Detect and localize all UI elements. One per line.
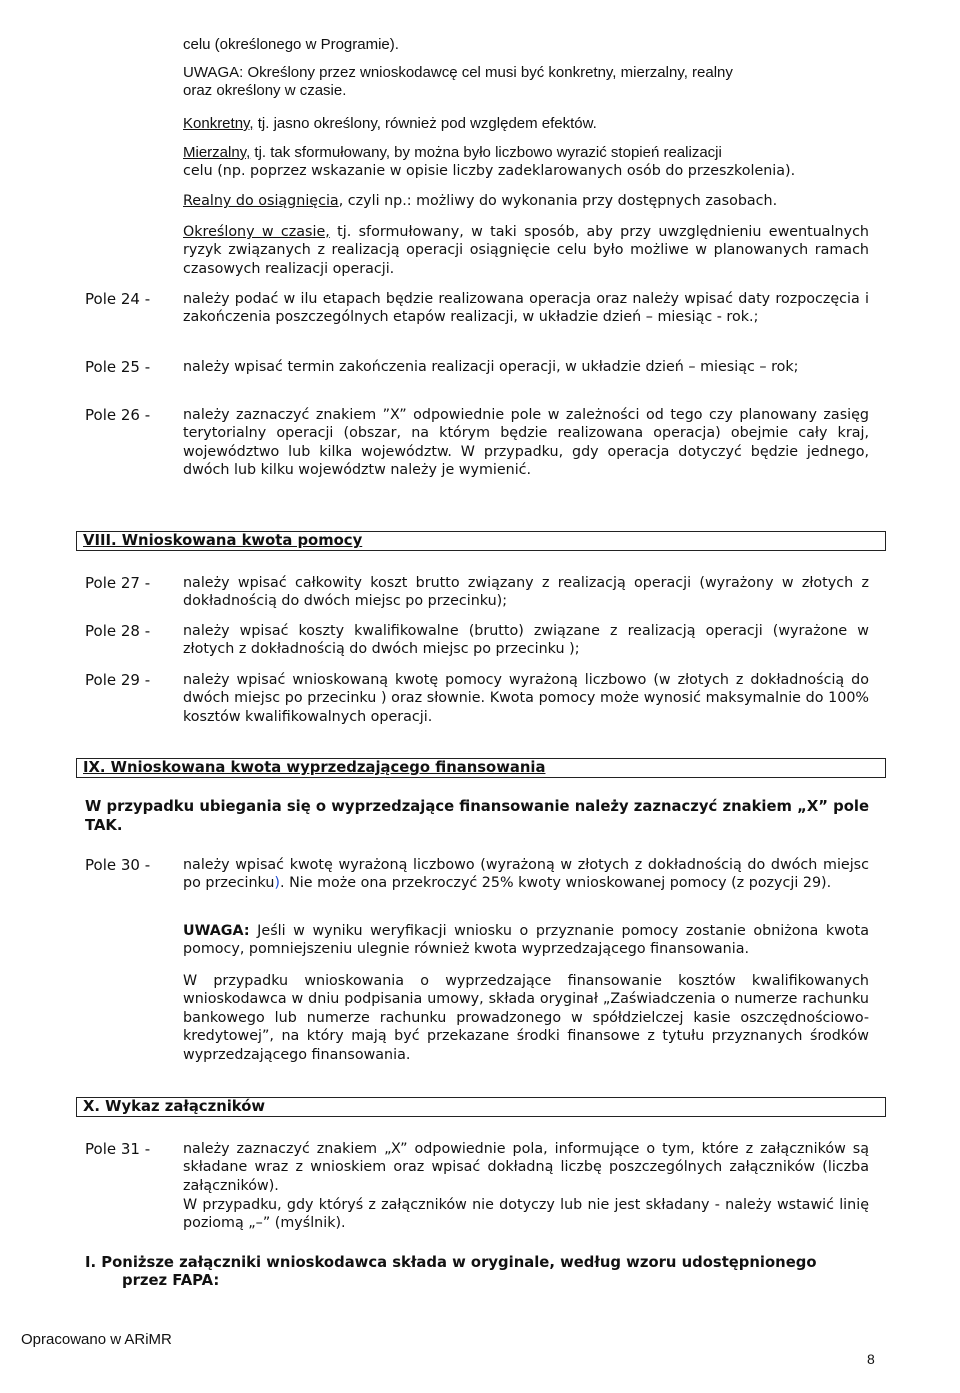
okreslony-label: Określony w czasie,: [183, 224, 330, 240]
pole-30-uwaga: [183, 922, 869, 959]
okreslony-paragraph: [183, 223, 869, 278]
konkretny-line: [183, 115, 597, 134]
mierzalny-label: Mierzalny,: [183, 144, 251, 161]
konkretny-desc: tj. jasno określony, również pod względem efektów.: [253, 115, 597, 132]
uwaga-line-1: UWAGA: Określony przez wnioskodawcę cel musi być konkretny, mierzalny, realny: [183, 64, 733, 81]
section-viii-title: VIII. Wnioskowana kwota pomocy: [83, 532, 363, 549]
pole-27-text: należy wpisać całkowity koszt brutto związany z realizacją operacji (wyrażony w złotych z dokładnością do dwóch miejsc po przecinku);: [183, 575, 869, 610]
section-x-header: [76, 1097, 886, 1117]
attachments-intro-line-1: I. Poniższe załączniki wnioskodawca składa w oryginale, według wzoru udostępnionego: [85, 1254, 817, 1271]
pole-30-blue-paren: ): [274, 875, 280, 892]
pole-30-label: Pole 30 -: [85, 856, 151, 874]
pole-25-label: Pole 25 -: [85, 358, 151, 376]
footer-credit: Opracowano w ARiMR: [21, 1331, 172, 1348]
okreslony-desc: tj. sformułowany, w taki sposób, aby przy uwzględnieniu ewentualnych ryzyk związanych z realizacją operacji osiągnięcie celu było możliwe w planowanych ramach czasowych realizacji operacji.: [183, 224, 869, 277]
pole-31-text-2: W przypadku, gdy któryś z załączników nie dotyczy lub nie jest składany - należy wstawić linię poziomą „–” (myślnik).: [183, 1197, 869, 1232]
pole-30-uwaga-label: UWAGA:: [183, 923, 250, 939]
intro-line: celu (określonego w Programie).: [183, 36, 399, 53]
section-ix-title: IX. Wnioskowana kwota wyprzedzającego finansowania: [83, 759, 546, 776]
pole-24-label: Pole 24 -: [85, 290, 151, 308]
pole-31-text: należy zaznaczyć znakiem „X” odpowiednie pola, informujące o tym, które z załączników są składane wraz z wnioskiem oraz wpisać dokładną liczbę poszczególnych załączników (liczba załączników).: [183, 1141, 869, 1194]
pole-24-text: należy podać w ilu etapach będzie realizowana operacja oraz należy wpisać daty rozpoczęcia i zakończenia poszczególnych etapów realizacji, w układzie dzień – miesiąc - rok.;: [183, 291, 869, 326]
pole-28-label: Pole 28 -: [85, 622, 151, 640]
pole-25-text: należy wpisać termin zakończenia realizacji operacji, w układzie dzień – miesiąc – rok;: [183, 359, 799, 375]
pole-30-text: [183, 856, 869, 893]
section-viii-header: [76, 531, 886, 551]
pole-26-text: należy zaznaczyć znakiem ”X” odpowiednie pole w zależności od tego czy planowany zasięg terytorialny operacji (obszar, na którym będzie realizowana operacja) obejmie cały kraj, województwo lub kilka województw. W przypadku, gdy operacja dotyczyć będzie jednego, dwóch lub kilku województw należy je wymienić.: [183, 407, 869, 479]
pole-29-text: należy wpisać wnioskowaną kwotę pomocy wyrażoną liczbowo (w złotych z dokładnością do dwóch miejsc po przecinku ) oraz słownie. Kwota pomocy może wynosić maksymalnie do 100% kosztów kwalifikowalnych operacji.: [183, 672, 869, 725]
uwaga-line-2: oraz określony w czasie.: [183, 82, 347, 99]
pole-30-paragraph-3: W przypadku wnioskowania o wyprzedzające finansowanie kosztów kwalifikowanych wnioskodawca w dniu podpisania umowy, składa oryginał „Zaświadczenia o numerze rachunku bankowego lub numerze rachunku prowadzonego w spółdzielczej kasie oszczędnościowo-kredytowej”, na który mają być przekazane środki finansowe z tytułu przyznanych środków wyprzedzającego finansowania.: [183, 973, 869, 1063]
mierzalny-desc: tj. tak sformułowany, by można było liczbowo wyrazić stopień realizacji: [250, 144, 722, 161]
pole-26-label: Pole 26 -: [85, 406, 151, 424]
realny-line: [183, 192, 777, 210]
pole-28-text: należy wpisać koszty kwalifikowalne (brutto) związane z realizacją operacji (wyrażone w złotych z dokładnością do dwóch miejsc po przecinku );: [183, 623, 869, 658]
pole-30-text-b: . Nie może ona przekroczyć 25% kwoty wnioskowanej pomocy (z pozycji 29).: [280, 875, 832, 892]
pole-27-label: Pole 27 -: [85, 574, 151, 592]
realny-label: Realny do osiągnięcia: [183, 193, 339, 209]
section-x-title: X. Wykaz załączników: [83, 1098, 266, 1115]
mierzalny-line-2: celu (np. poprzez wskazanie w opisie liczby zadeklarowanych osób do przeszkolenia).: [183, 163, 796, 179]
section-ix-header: [76, 758, 886, 778]
mierzalny-line-1: [183, 144, 722, 163]
pole-29-label: Pole 29 -: [85, 671, 151, 689]
attachments-intro-line-2: przez FAPA:: [122, 1272, 220, 1289]
pole-30-uwaga-text: Jeśli w wyniku weryfikacji wniosku o przyznanie pomocy zostanie obniżona kwota pomocy, pomniejszeniu ulegnie również kwota wyprzedzającego finansowania.: [183, 923, 869, 958]
page-number: 8: [867, 1351, 875, 1367]
konkretny-label: Konkretny,: [183, 115, 254, 132]
prefinance-instruction: W przypadku ubiegania się o wyprzedzające finansowanie należy zaznaczyć znakiem „X” pole TAK.: [85, 798, 869, 834]
realny-desc: , czyli np.: możliwy do wykonania przy dostępnych zasobach.: [338, 193, 778, 209]
pole-31-label: Pole 31 -: [85, 1140, 151, 1158]
pole-30-text-a: należy wpisać kwotę wyrażoną liczbowo (wyrażoną w złotych z dokładnością do dwóch miejsc po przecinku: [183, 857, 869, 892]
